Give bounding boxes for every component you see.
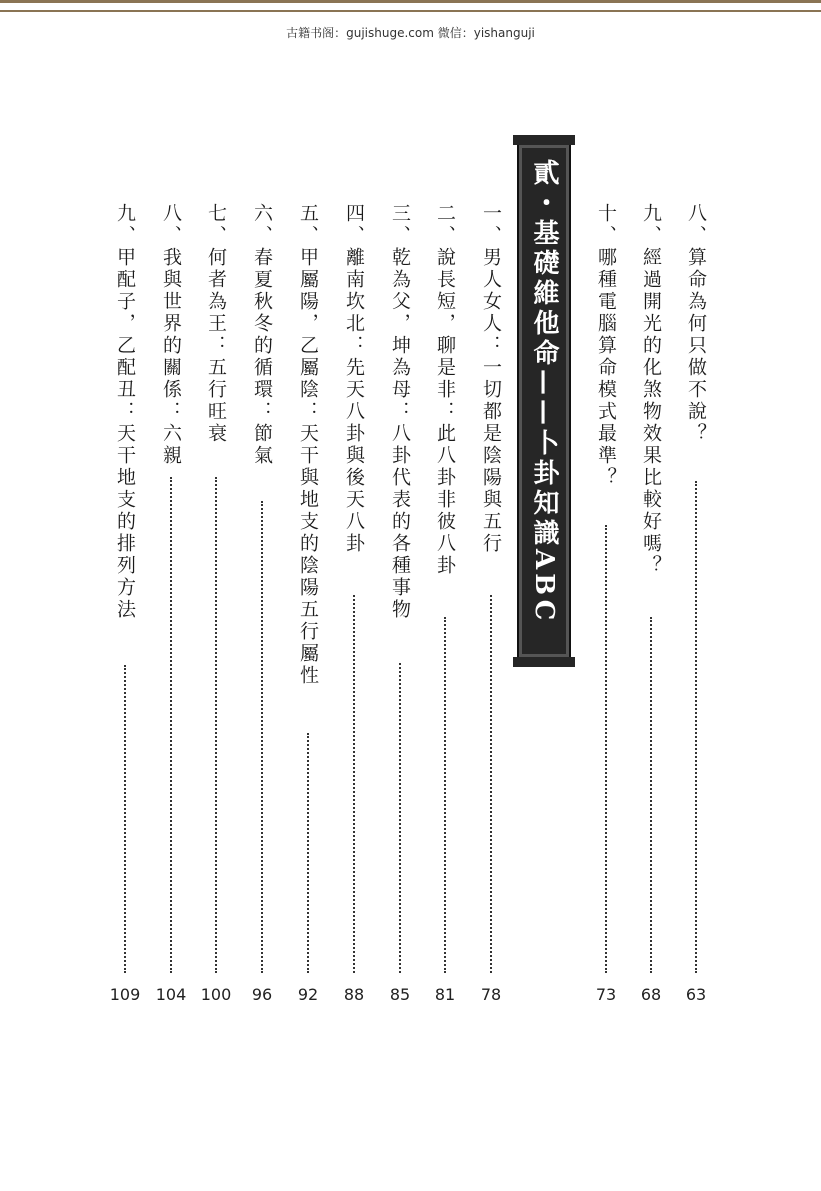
entry-title: 八、算命為何只做不說？ xyxy=(685,203,707,445)
entry-title: 三、乾為父，坤為母：八卦代表的各種事物 xyxy=(389,203,411,621)
section-title-banner xyxy=(517,143,571,659)
entry-title: 九、經過開光的化煞物效果比較好嗎？ xyxy=(640,203,662,577)
entry-page: 63 xyxy=(685,985,707,1004)
toc-entry xyxy=(430,203,460,1003)
entry-page: 81 xyxy=(434,985,456,1004)
entry-title: 九、甲配子，乙配丑：天干地支的排列方法 xyxy=(114,203,136,621)
dot-leader xyxy=(307,733,309,973)
dot-leader xyxy=(650,617,652,973)
toc-entry xyxy=(476,203,506,1003)
entry-page: 73 xyxy=(595,985,617,1004)
toc-entry xyxy=(156,203,186,1003)
section-title: 貳・基礎維他命——卜卦知識ABC xyxy=(529,159,559,625)
toc-entry xyxy=(385,203,415,1003)
dot-leader xyxy=(124,665,126,973)
top-border-thin xyxy=(0,10,821,12)
dot-leader xyxy=(170,477,172,973)
dot-leader xyxy=(444,617,446,973)
dot-leader xyxy=(605,525,607,973)
banner-cap xyxy=(513,135,575,145)
entry-title: 五、甲屬陽，乙屬陰：天干與地支的陰陽五行屬性 xyxy=(297,203,319,687)
toc-entry xyxy=(247,203,277,1003)
entry-title: 一、男人女人：一切都是陰陽與五行 xyxy=(480,203,502,555)
toc-entry xyxy=(636,203,666,1003)
toc-entry xyxy=(201,203,231,1003)
entry-page: 88 xyxy=(343,985,365,1004)
dot-leader xyxy=(399,663,401,973)
entry-title: 七、何者為王：五行旺衰 xyxy=(205,203,227,445)
entry-title: 六、春夏秋冬的循環：節氣 xyxy=(251,203,273,467)
toc-entry xyxy=(681,203,711,1003)
top-border xyxy=(0,0,821,3)
entry-title: 八、我與世界的關係：六親 xyxy=(160,203,182,467)
entry-page: 85 xyxy=(389,985,411,1004)
dot-leader xyxy=(353,595,355,973)
entry-page: 104 xyxy=(155,985,187,1004)
watermark-note: 古籍书阁：gujishuge.com 微信：yishanguji xyxy=(286,26,535,40)
entry-page: 100 xyxy=(200,985,232,1004)
toc-entry xyxy=(591,203,621,1003)
entry-page: 78 xyxy=(480,985,502,1004)
entry-title: 四、離南坎北：先天八卦與後天八卦 xyxy=(343,203,365,555)
dot-leader xyxy=(215,477,217,973)
banner-cap xyxy=(513,657,575,667)
entry-page: 96 xyxy=(251,985,273,1004)
dot-leader xyxy=(695,481,697,973)
dot-leader xyxy=(490,595,492,973)
entry-page: 109 xyxy=(109,985,141,1004)
toc-entry xyxy=(339,203,369,1003)
entry-page: 92 xyxy=(297,985,319,1004)
dot-leader xyxy=(261,501,263,973)
entry-title: 二、說長短，聊是非：此八卦非彼八卦 xyxy=(434,203,456,577)
entry-page: 68 xyxy=(640,985,662,1004)
toc-entry xyxy=(293,203,323,1003)
entry-title: 十、哪種電腦算命模式最準？ xyxy=(595,203,617,489)
toc-entry xyxy=(110,203,140,1003)
